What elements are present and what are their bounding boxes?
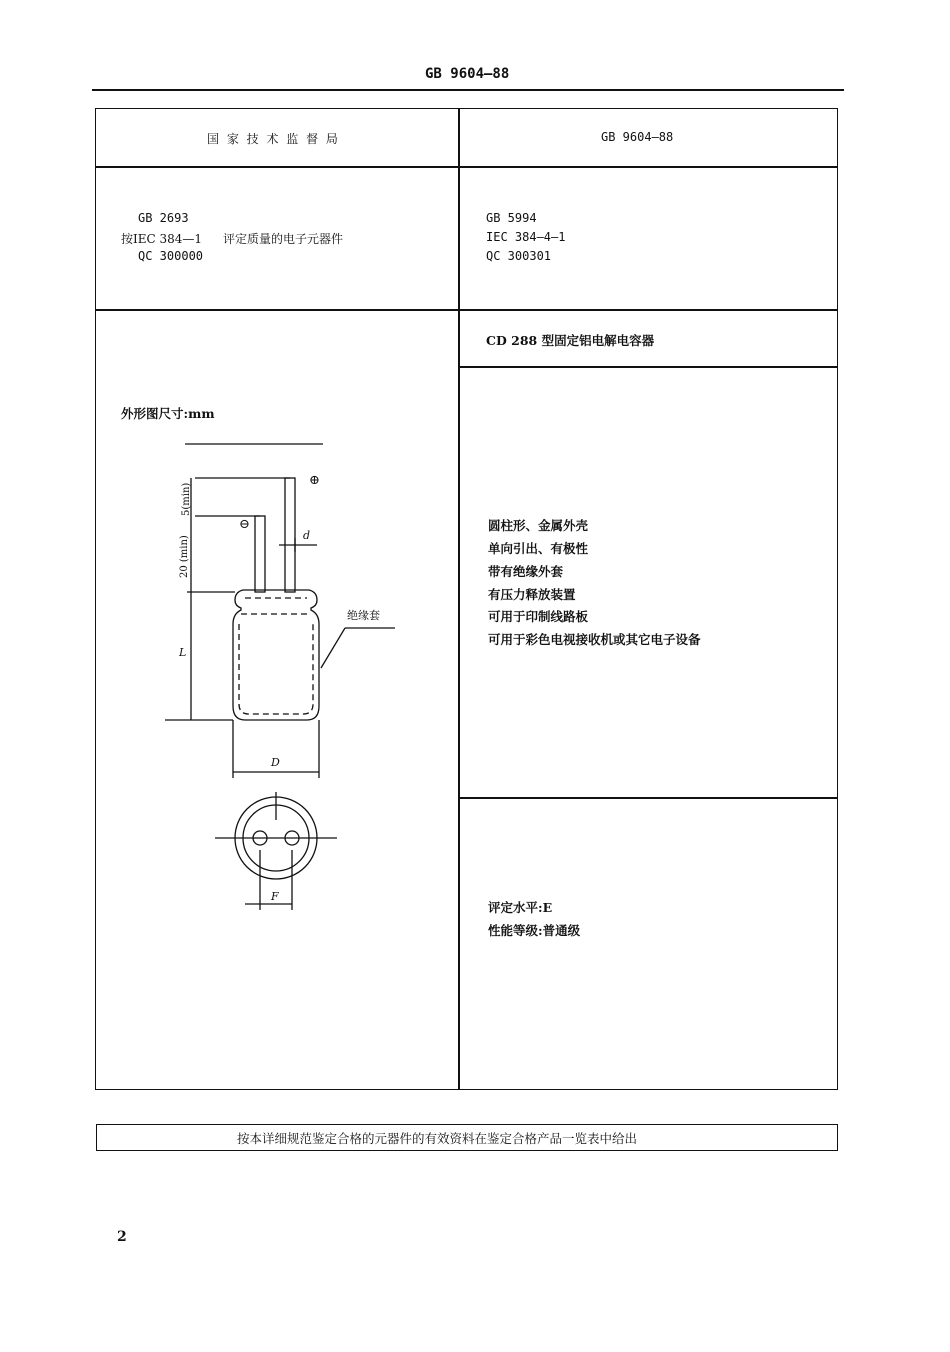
row-divider-right-4 <box>458 797 838 799</box>
feature-item: 带有绝缘外套 <box>488 564 564 579</box>
row-divider-right-3 <box>458 366 838 368</box>
dimension-5min: 5(min) <box>181 482 192 516</box>
dimension-F: F <box>271 890 279 903</box>
standard-number-cell: GB 9604—88 <box>601 130 674 144</box>
dimension-d: d <box>303 529 311 542</box>
capacitor-outline-drawing <box>95 420 425 920</box>
feature-item: 可用于印制线路板 <box>488 609 589 624</box>
row-divider-1 <box>95 166 838 168</box>
qualification-note: 按本详细规范鉴定合格的元器件的有效资料在鉴定合格产品一览表中给出 <box>237 1131 638 1146</box>
table-center-divider <box>458 108 460 1090</box>
ref-qc-right: QC 300301 <box>486 249 552 263</box>
product-title: CD 288 型固定铝电解电容器 <box>486 333 655 348</box>
row-divider-2 <box>95 309 838 311</box>
feature-item: 可用于彩色电视接收机或其它电子设备 <box>488 632 701 647</box>
outline-dimension-label: 外形图尺寸:mm <box>121 406 215 421</box>
feature-item: 单向引出、有极性 <box>488 541 589 556</box>
ref-iec-left: 按IEC 384—1 <box>121 232 203 246</box>
ref-gb-left: GB 2693 <box>138 211 189 225</box>
standard-code-header: GB 9604—88 <box>425 66 510 82</box>
ref-gb-right: GB 5994 <box>486 211 537 225</box>
issuer-cell: 国 家 技 术 监 督 局 <box>207 132 340 146</box>
page-number: 2 <box>117 1229 127 1245</box>
dimension-20min: 20 (min) <box>179 535 190 578</box>
ref-qc-left: QC 300000 <box>138 249 204 263</box>
minus-terminal-icon: ⊖ <box>239 517 250 532</box>
performance-grade: 性能等级:普通级 <box>488 923 581 938</box>
dimension-L: L <box>179 646 187 659</box>
assessment-level: 评定水平:E <box>488 900 553 915</box>
feature-item: 圆柱形、金属外壳 <box>488 518 589 533</box>
ref-title-left: 评定质量的电子元器件 <box>223 232 344 246</box>
plus-terminal-icon: ⊕ <box>309 473 320 488</box>
ref-iec-right: IEC 384—4—1 <box>486 230 566 244</box>
feature-item: 有压力释放装置 <box>488 587 576 602</box>
insulating-sleeve-label: 绝缘套 <box>347 609 380 622</box>
header-rule <box>92 89 844 91</box>
dimension-D: D <box>271 756 280 769</box>
